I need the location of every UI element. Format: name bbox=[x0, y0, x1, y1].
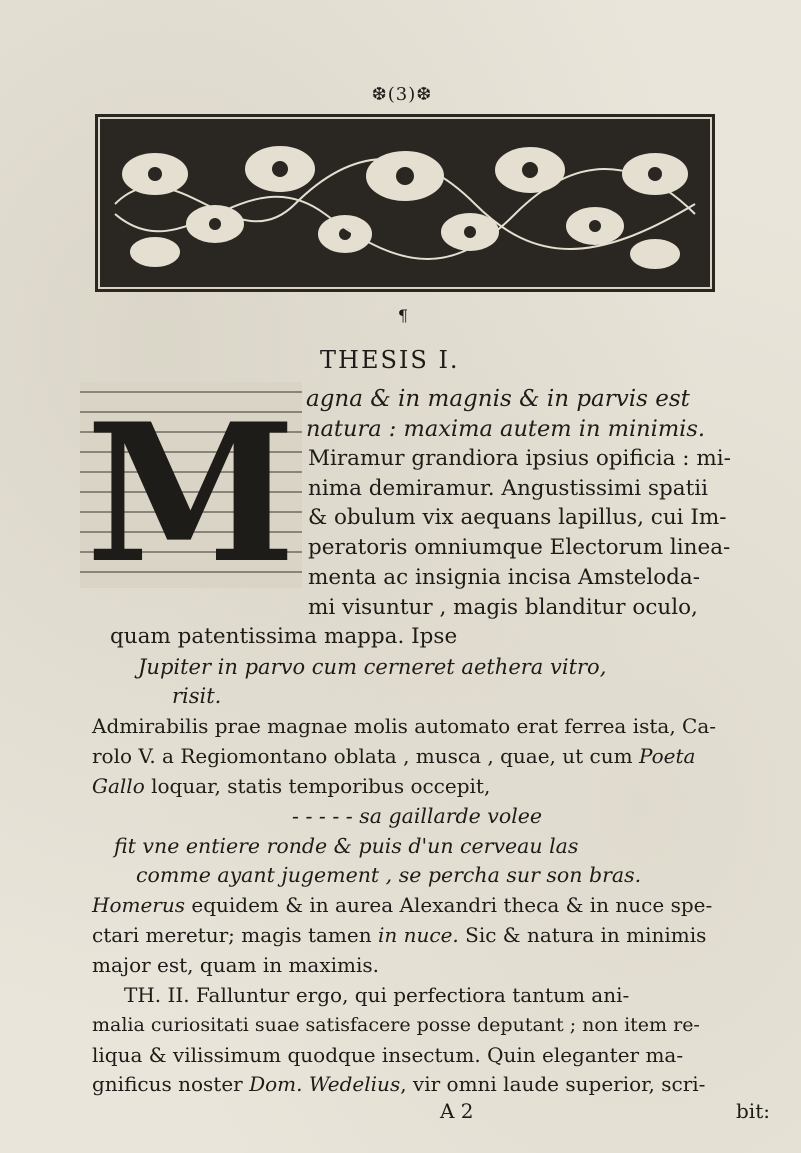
french-verse-line: - - - - - sa gaillarde volee bbox=[292, 804, 543, 828]
text-line: Miramur grandiora ipsius opificia : mi- bbox=[308, 446, 731, 471]
thesis-title: THESIS I. bbox=[320, 346, 460, 374]
text-line: liqua & vilissimum quodque insectum. Quin eleganter ma- bbox=[92, 1043, 684, 1067]
text-line: agna & in magnis & in parvis est bbox=[306, 386, 690, 412]
french-verse-line: fit vne entiere ronde & puis d'un cerveau las bbox=[114, 834, 579, 858]
text-line: malia curiositati suae satisfacere posse deputant ; non item re- bbox=[92, 1014, 700, 1036]
catchword: bit: bbox=[736, 1099, 770, 1123]
verse-line: risit. bbox=[172, 684, 222, 708]
paragraph-mark: ¶ bbox=[397, 306, 409, 325]
page-number: ❆(3)❆ bbox=[371, 84, 433, 105]
text-line: major est, quam in maximis. bbox=[92, 953, 380, 977]
french-verse-line: comme ayant jugement , se percha sur son bras. bbox=[136, 863, 642, 887]
text-line: & obulum vix aequans lapillus, cui Im- bbox=[308, 505, 727, 530]
text-line: Admirabilis prae magnae molis automato erat ferrea ista, Ca- bbox=[92, 714, 717, 738]
text-line: TH. II. Falluntur ergo, qui perfectiora tantum ani- bbox=[124, 983, 630, 1007]
text-line: nima demiramur. Angustissimi spatii bbox=[308, 476, 709, 501]
floral-headpiece-ornament bbox=[95, 114, 715, 292]
text-line: Gallo loquar, statis temporibus occepit, bbox=[92, 774, 491, 798]
svg-text:M: M bbox=[85, 382, 297, 588]
text-line: mi visuntur , magis blanditur oculo, bbox=[308, 595, 698, 620]
text-line: Homerus equidem & in aurea Alexandri theca & in nuce spe- bbox=[92, 893, 713, 917]
text-line: gnificus noster Dom. Wedelius, vir omni laude superior, scri- bbox=[92, 1072, 706, 1096]
text-line: ctari meretur; magis tamen in nuce. Sic & natura in minimis bbox=[92, 923, 707, 947]
decorated-initial-m bbox=[80, 382, 302, 588]
text-line: rolo V. a Regiomontano oblata , musca , quae, ut cum Poeta bbox=[92, 744, 696, 768]
text-line: natura : maxima autem in minimis. bbox=[306, 416, 706, 442]
text-line: menta ac insignia incisa Amsteloda- bbox=[308, 565, 701, 590]
signature-mark: A 2 bbox=[440, 1099, 474, 1123]
text-line: quam patentissima mappa. Ipse bbox=[110, 624, 458, 649]
verse-line: Jupiter in parvo cum cerneret aethera vitro, bbox=[138, 655, 607, 679]
text-line: peratoris omniumque Electorum linea- bbox=[308, 535, 731, 560]
